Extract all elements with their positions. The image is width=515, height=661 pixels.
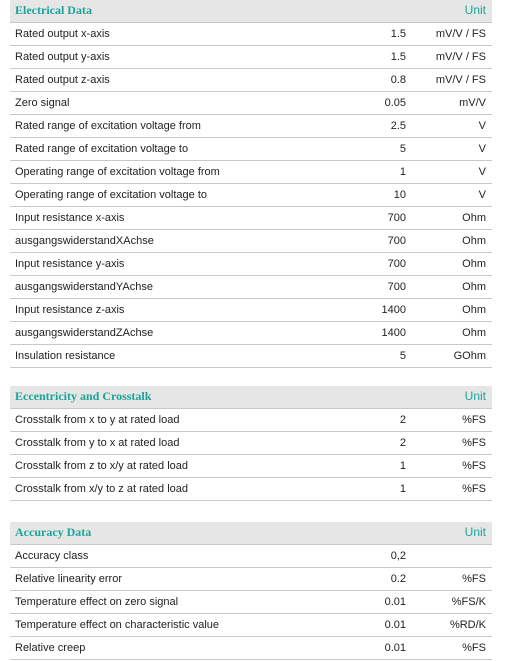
table-row bbox=[10, 432, 492, 455]
unit-column-header: Unit bbox=[464, 389, 486, 403]
row-unit: %FS bbox=[462, 437, 486, 449]
row-unit: %FS bbox=[462, 414, 486, 426]
row-value: 2.5 bbox=[390, 120, 406, 132]
row-value: 0,2 bbox=[390, 550, 406, 562]
row-label: Temperature effect on zero signal bbox=[15, 596, 179, 608]
table-row bbox=[10, 69, 492, 92]
row-value: 5 bbox=[399, 350, 406, 362]
row-unit: Ohm bbox=[462, 235, 486, 247]
row-label: Rated output y-axis bbox=[15, 51, 110, 63]
row-unit: V bbox=[478, 143, 486, 155]
row-label: Operating range of excitation voltage to bbox=[15, 189, 208, 201]
row-label: Relative linearity error bbox=[15, 573, 122, 585]
row-unit: %FS bbox=[462, 483, 486, 495]
section-header bbox=[10, 522, 492, 545]
row-value: 700 bbox=[387, 235, 406, 247]
table-row bbox=[10, 299, 492, 322]
row-value: 1400 bbox=[381, 304, 406, 316]
table-row bbox=[10, 614, 492, 637]
row-unit: Ohm bbox=[462, 304, 486, 316]
row-unit: mV/V / FS bbox=[435, 74, 486, 86]
row-label: Insulation resistance bbox=[15, 350, 116, 362]
row-unit: %FS bbox=[462, 460, 486, 472]
table-row bbox=[10, 92, 492, 115]
row-label: Operating range of excitation voltage from bbox=[15, 166, 220, 178]
row-unit: Ohm bbox=[462, 212, 486, 224]
row-value: 0.2 bbox=[390, 573, 406, 585]
row-value: 1 bbox=[399, 483, 406, 495]
row-value: 700 bbox=[387, 281, 406, 293]
row-label: Rated range of excitation voltage to bbox=[15, 143, 189, 155]
row-label: Zero signal bbox=[15, 97, 70, 109]
table-row bbox=[10, 637, 492, 660]
section-title: Eccentricity and Crosstalk bbox=[15, 389, 152, 403]
table-row bbox=[10, 23, 492, 46]
row-unit: V bbox=[478, 166, 486, 178]
row-value: 0.01 bbox=[384, 596, 406, 608]
row-label: Crosstalk from y to x at rated load bbox=[15, 437, 180, 449]
row-label: Input resistance x-axis bbox=[15, 212, 125, 224]
table-row bbox=[10, 545, 492, 568]
row-value: 1400 bbox=[381, 327, 406, 339]
row-label: Crosstalk from x to y at rated load bbox=[15, 414, 180, 426]
table-row bbox=[10, 46, 492, 69]
table-row bbox=[10, 591, 492, 614]
row-label: Rated output z-axis bbox=[15, 74, 110, 86]
row-unit: mV/V / FS bbox=[435, 28, 486, 40]
row-label: Input resistance y-axis bbox=[15, 258, 125, 270]
row-unit: %FS bbox=[462, 642, 486, 654]
row-value: 2 bbox=[399, 437, 406, 449]
table-row bbox=[10, 184, 492, 207]
row-unit: V bbox=[478, 189, 486, 201]
accuracy-data-table bbox=[10, 522, 492, 660]
row-label: Crosstalk from x/y to z at rated load bbox=[15, 483, 189, 495]
row-unit: Ohm bbox=[462, 258, 486, 270]
table-row bbox=[10, 138, 492, 161]
row-value: 5 bbox=[399, 143, 406, 155]
row-value: 1 bbox=[399, 166, 406, 178]
row-unit: Ohm bbox=[462, 281, 486, 293]
row-value: 1.5 bbox=[390, 51, 406, 63]
section-header bbox=[10, 0, 492, 23]
row-value: 0.01 bbox=[384, 619, 406, 631]
table-row bbox=[10, 161, 492, 184]
row-label: ausgangswiderstandYAchse bbox=[15, 281, 153, 293]
row-label: ausgangswiderstandXAchse bbox=[15, 235, 154, 247]
table-row bbox=[10, 115, 492, 138]
section-header bbox=[10, 386, 492, 409]
eccentricity-crosstalk-table bbox=[10, 386, 492, 501]
row-value: 1 bbox=[399, 460, 406, 472]
table-row bbox=[10, 207, 492, 230]
row-value: 0.01 bbox=[384, 642, 406, 654]
row-unit: V bbox=[478, 120, 486, 132]
row-value: 700 bbox=[387, 258, 406, 270]
table-row bbox=[10, 345, 492, 368]
table-row bbox=[10, 455, 492, 478]
row-label: Crosstalk from z to x/y at rated load bbox=[15, 460, 189, 472]
row-value: 0.8 bbox=[390, 74, 406, 86]
table-row bbox=[10, 253, 492, 276]
table-row bbox=[10, 409, 492, 432]
row-label: Rated range of excitation voltage from bbox=[15, 120, 201, 132]
row-value: 0.05 bbox=[384, 97, 406, 109]
row-label: Relative creep bbox=[15, 642, 86, 654]
unit-column-header: Unit bbox=[464, 3, 486, 17]
electrical-data-table bbox=[10, 0, 492, 368]
row-unit: Ohm bbox=[462, 327, 486, 339]
row-value: 1.5 bbox=[390, 28, 406, 40]
row-value: 700 bbox=[387, 212, 406, 224]
row-label: Temperature effect on characteristic value bbox=[15, 619, 220, 631]
row-unit: mV/V / FS bbox=[435, 51, 486, 63]
row-label: Input resistance z-axis bbox=[15, 304, 125, 316]
row-unit: %FS/K bbox=[451, 596, 486, 608]
row-label: Accuracy class bbox=[15, 550, 89, 562]
table-row bbox=[10, 230, 492, 253]
row-unit: %RD/K bbox=[449, 619, 486, 631]
table-row bbox=[10, 322, 492, 345]
section-title: Electrical Data bbox=[15, 3, 92, 17]
row-unit: GOhm bbox=[453, 350, 486, 362]
row-unit: %FS bbox=[462, 573, 486, 585]
section-title: Accuracy Data bbox=[15, 525, 92, 539]
row-value: 10 bbox=[393, 189, 406, 201]
row-value: 2 bbox=[399, 414, 406, 426]
table-row bbox=[10, 478, 492, 501]
table-row bbox=[10, 276, 492, 299]
row-unit: mV/V bbox=[459, 97, 486, 109]
row-label: ausgangswiderstandZAchse bbox=[15, 327, 154, 339]
row-label: Rated output x-axis bbox=[15, 28, 110, 40]
unit-column-header: Unit bbox=[464, 525, 486, 539]
table-row bbox=[10, 568, 492, 591]
